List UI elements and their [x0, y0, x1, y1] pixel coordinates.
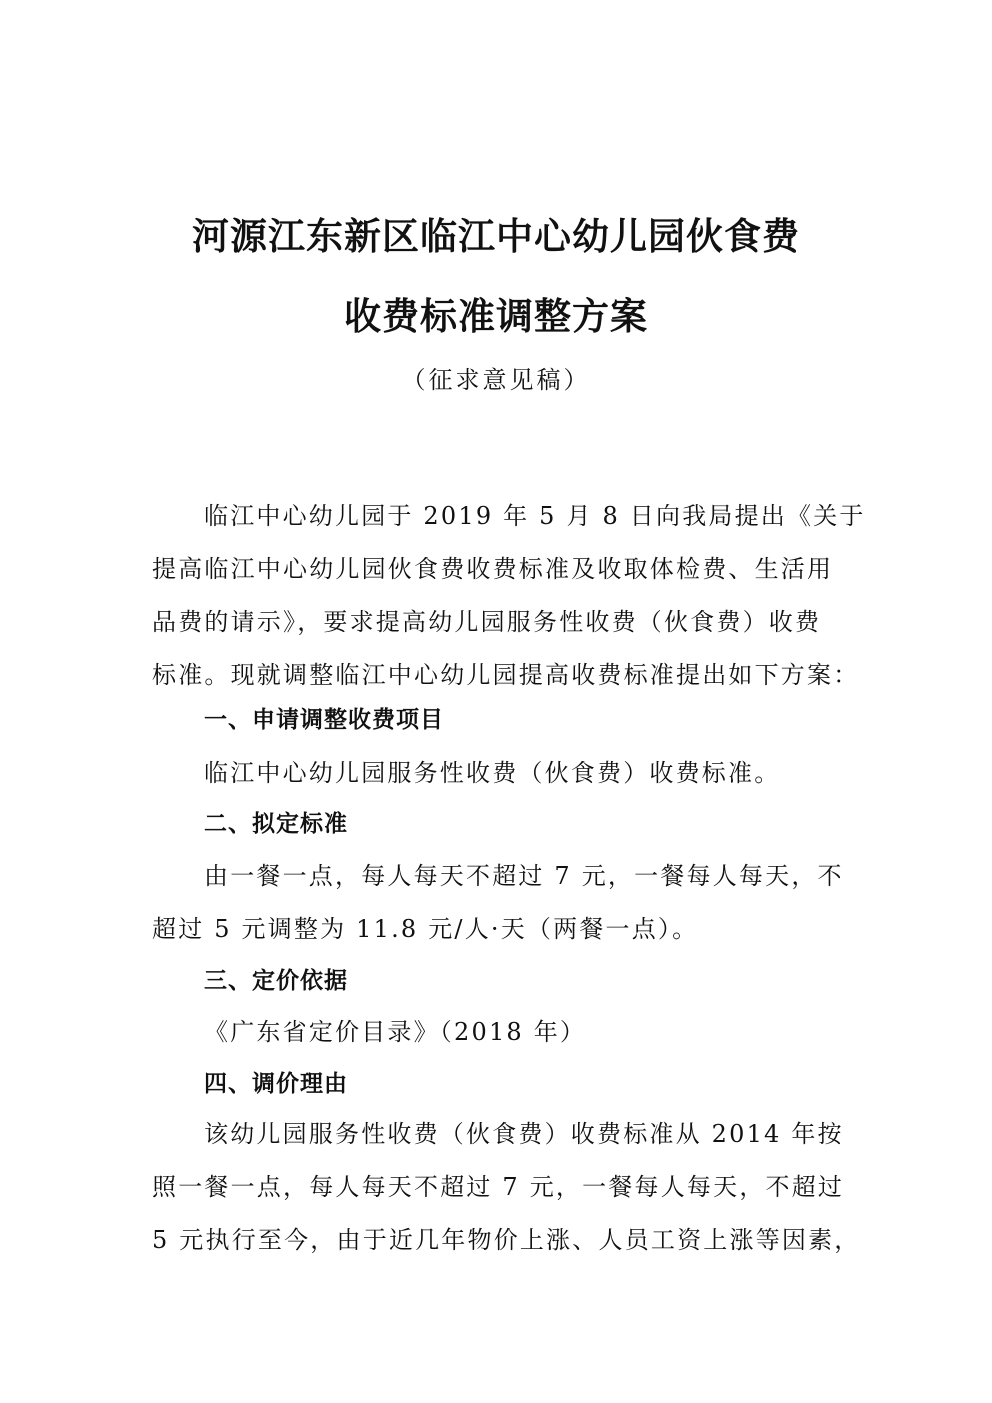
section-2-line-1: 由一餐一点，每人每天不超过 7 元，一餐每人每天，不 — [204, 862, 844, 890]
intro-line-3: 品费的请示》，要求提高幼儿园服务性收费（伙食费）收费 — [152, 608, 822, 636]
intro-line-4: 标准。现就调整临江中心幼儿园提高收费标准提出如下方案： — [152, 661, 860, 689]
section-4-heading: 四、调价理由 — [204, 1071, 348, 1097]
section-1-heading: 一、申请调整收费项目 — [204, 707, 444, 733]
section-2-heading: 二、拟定标准 — [204, 811, 348, 837]
section-4-paragraph — [152, 1108, 861, 1267]
document-title-line-1: 河源江东新区临江中心幼儿园伙食费 — [192, 214, 800, 258]
intro-line-2: 提高临江中心幼儿园伙食费收费标准及收取体检费、生活用 — [152, 555, 834, 583]
intro-line-1: 临江中心幼儿园于 2019 年 5 月 8 日向我局提出《关于 — [204, 502, 866, 530]
section-4-line-1: 该幼儿园服务性收费（伙食费）收费标准从 2014 年按 — [204, 1120, 844, 1148]
section-2-paragraph — [152, 850, 842, 956]
section-3-text: 《广东省定价目录》（2018 年） — [204, 1018, 587, 1046]
section-1-text: 临江中心幼儿园服务性收费（伙食费）收费标准。 — [204, 759, 781, 787]
document-title-line-2: 收费标准调整方案 — [344, 294, 648, 338]
section-4-line-3: 5 元执行至今，由于近几年物价上涨、人员工资上涨等因素， — [152, 1226, 861, 1254]
section-4-line-2: 照一餐一点，每人每天不超过 7 元，一餐每人每天，不超过 — [152, 1173, 845, 1201]
document-subtitle: （征求意见稿） — [401, 366, 591, 394]
section-3-heading: 三、定价依据 — [204, 968, 348, 994]
section-2-line-2: 超过 5 元调整为 11.8 元/人·天（两餐一点）。 — [152, 915, 699, 943]
intro-paragraph — [152, 490, 866, 702]
